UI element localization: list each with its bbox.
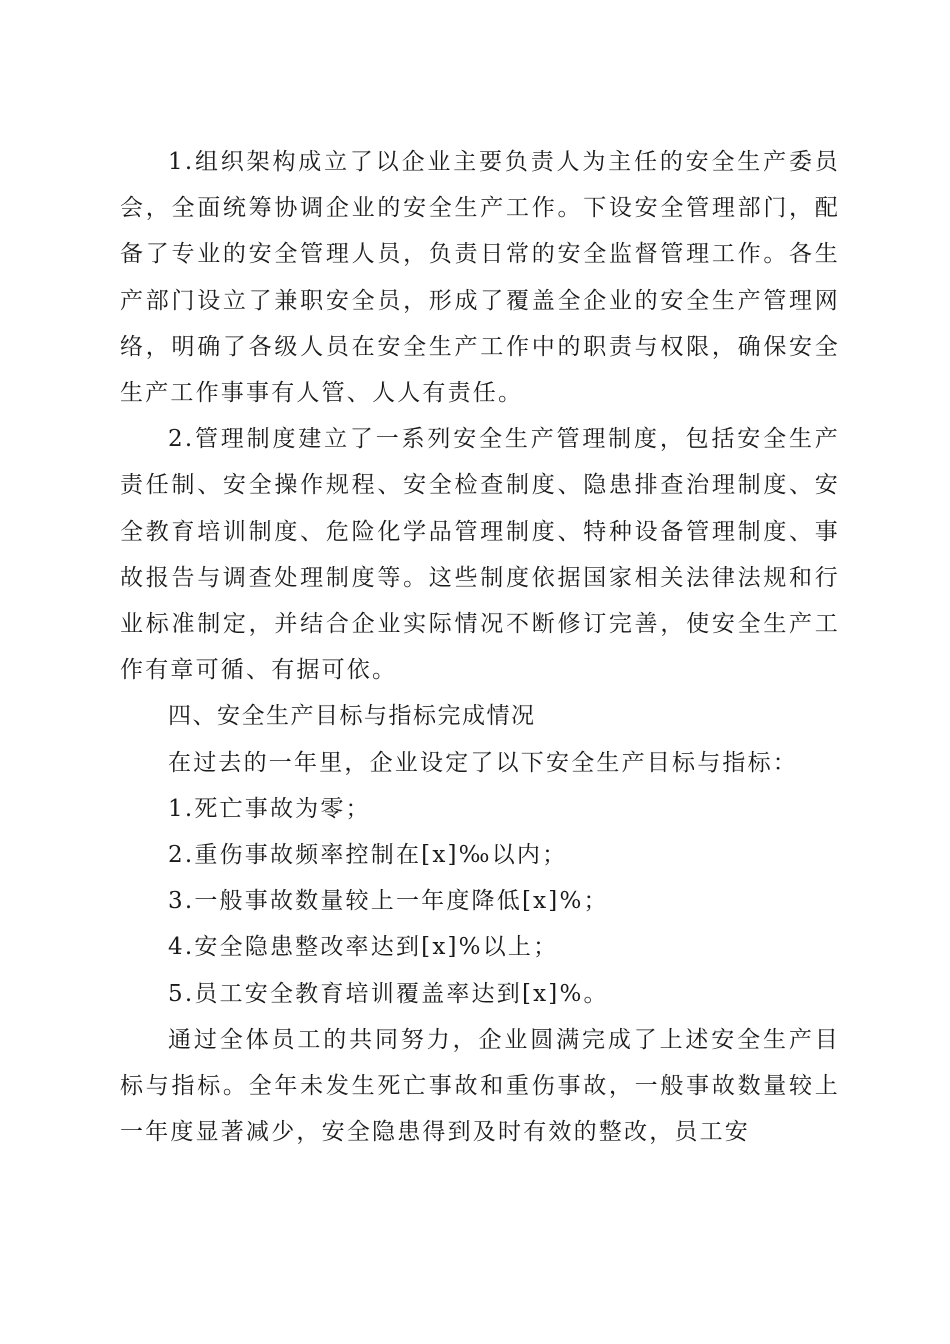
paragraph-conclusion: 通过全体员工的共同努力，企业圆满完成了上述安全生产目标与指标。全年未发生死亡事故和重伤事故，一般事故数量较上一年度显著减少，安全隐患得到及时有效的整改，员工安 xyxy=(120,1026,840,1146)
goal-item-3: 3.一般事故数量较上一年度降低[x]%； xyxy=(168,888,609,915)
paragraph-intro: 在过去的一年里，企业设定了以下安全生产目标与指标： xyxy=(168,749,798,776)
goal-item-1: 1.死亡事故为零； xyxy=(168,795,371,822)
section-heading: 四、安全生产目标与指标完成情况 xyxy=(168,703,536,730)
goal-item-5: 5.员工安全教育培训覆盖率达到[x]%。 xyxy=(168,980,609,1007)
paragraph-organization: 1.组织架构成立了以企业主要负责人为主任的安全生产委员会，全面统筹协调企业的安全生产工作。下设安全管理部门，配备了专业的安全管理人员，负责日常的安全监督管理工作。各生产部门设立了兼职安全员，形成了覆盖全企业的安全生产管理网络，明确了各级人员在安全生产工作中的职责与权限，确保安全生产工作事事有人管、人人有责任。 xyxy=(120,149,840,407)
document-page xyxy=(120,139,840,1155)
paragraph-management-rules: 2.管理制度建立了一系列安全生产管理制度，包括安全生产责任制、安全操作规程、安全检查制度、隐患排查治理制度、安全教育培训制度、危险化学品管理制度、特种设备管理制度、事故报告与调查处理制度等。这些制度依据国家相关法律法规和行业标准制定，并结合企业实际情况不断修订完善，使安全生产工作有章可循、有据可依。 xyxy=(120,426,840,684)
goal-item-2: 2.重伤事故频率控制在[x]‰以内； xyxy=(168,842,568,869)
goal-item-4: 4.安全隐患整改率达到[x]%以上； xyxy=(168,934,559,961)
